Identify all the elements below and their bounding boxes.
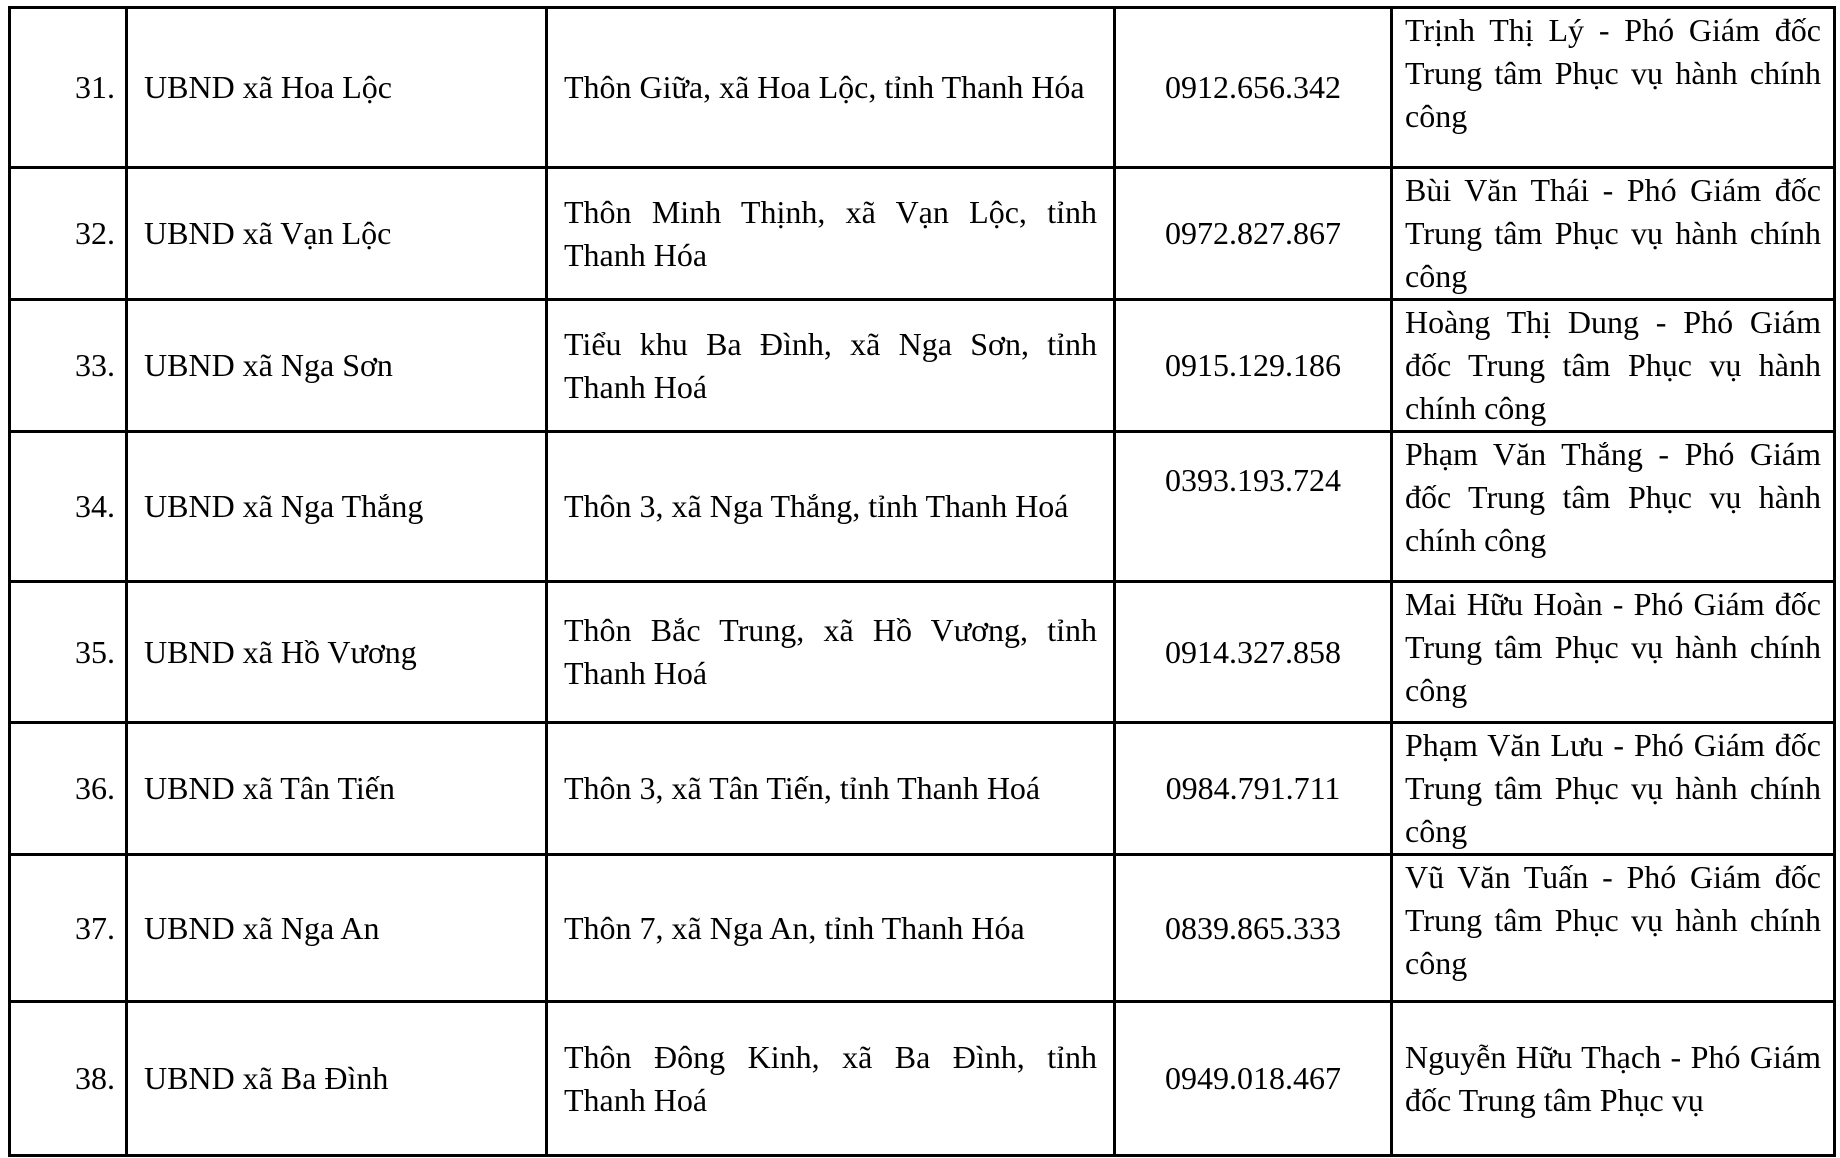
table-row bbox=[10, 1002, 1835, 1156]
phone-number: 0949.018.467 bbox=[1115, 1002, 1392, 1156]
address: Thôn 7, xã Nga An, tỉnh Thanh Hóa bbox=[547, 855, 1115, 1002]
contact-person: Mai Hữu Hoàn - Phó Giám đốc Trung tâm Phục vụ hành chính công bbox=[1392, 582, 1835, 723]
phone-number: 0972.827.867 bbox=[1115, 168, 1392, 300]
address: Thôn 3, xã Nga Thắng, tỉnh Thanh Hoá bbox=[547, 432, 1115, 582]
contact-person: Hoàng Thị Dung - Phó Giám đốc Trung tâm Phục vụ hành chính công bbox=[1392, 300, 1835, 432]
row-number: 35. bbox=[10, 582, 127, 723]
unit-name: UBND xã Vạn Lộc bbox=[127, 168, 547, 300]
row-number: 36. bbox=[10, 723, 127, 855]
address: Thôn Bắc Trung, xã Hồ Vương, tỉnh Thanh Hoá bbox=[547, 582, 1115, 723]
unit-name: UBND xã Hoa Lộc bbox=[127, 8, 547, 168]
unit-name: UBND xã Nga Sơn bbox=[127, 300, 547, 432]
contact-person: Phạm Văn Lưu - Phó Giám đốc Trung tâm Phục vụ hành chính công bbox=[1392, 723, 1835, 855]
contact-person: Bùi Văn Thái - Phó Giám đốc Trung tâm Phục vụ hành chính công bbox=[1392, 168, 1835, 300]
contact-person: Vũ Văn Tuấn - Phó Giám đốc Trung tâm Phục vụ hành chính công bbox=[1392, 855, 1835, 1002]
phone-number: 0839.865.333 bbox=[1115, 855, 1392, 1002]
table-row bbox=[10, 855, 1835, 1002]
contact-person: Trịnh Thị Lý - Phó Giám đốc Trung tâm Phục vụ hành chính công bbox=[1392, 8, 1835, 168]
row-number: 38. bbox=[10, 1002, 127, 1156]
table-row bbox=[10, 432, 1835, 582]
table-row bbox=[10, 300, 1835, 432]
address: Thôn Minh Thịnh, xã Vạn Lộc, tỉnh Thanh Hóa bbox=[547, 168, 1115, 300]
row-number: 31. bbox=[10, 8, 127, 168]
row-number: 32. bbox=[10, 168, 127, 300]
address: Thôn Giữa, xã Hoa Lộc, tỉnh Thanh Hóa bbox=[547, 8, 1115, 168]
table-row bbox=[10, 8, 1835, 168]
contact-person: Phạm Văn Thắng - Phó Giám đốc Trung tâm Phục vụ hành chính công bbox=[1392, 432, 1835, 582]
unit-name: UBND xã Nga Thắng bbox=[127, 432, 547, 582]
phone-number: 0914.327.858 bbox=[1115, 582, 1392, 723]
table-row bbox=[10, 168, 1835, 300]
address: Tiểu khu Ba Đình, xã Nga Sơn, tỉnh Thanh Hoá bbox=[547, 300, 1115, 432]
row-number: 33. bbox=[10, 300, 127, 432]
table-row bbox=[10, 582, 1835, 723]
address: Thôn 3, xã Tân Tiến, tỉnh Thanh Hoá bbox=[547, 723, 1115, 855]
phone-number: 0912.656.342 bbox=[1115, 8, 1392, 168]
row-number: 34. bbox=[10, 432, 127, 582]
unit-name: UBND xã Ba Đình bbox=[127, 1002, 547, 1156]
address: Thôn Đông Kinh, xã Ba Đình, tỉnh Thanh Hoá bbox=[547, 1002, 1115, 1156]
unit-name: UBND xã Nga An bbox=[127, 855, 547, 1002]
phone-number: 0915.129.186 bbox=[1115, 300, 1392, 432]
contact-directory-table bbox=[8, 6, 1836, 1157]
unit-name: UBND xã Hồ Vương bbox=[127, 582, 547, 723]
contact-person: Nguyễn Hữu Thạch - Phó Giám đốc Trung tâm Phục vụ bbox=[1392, 1002, 1835, 1156]
unit-name: UBND xã Tân Tiến bbox=[127, 723, 547, 855]
phone-number: 0393.193.724 bbox=[1115, 432, 1392, 582]
phone-number: 0984.791.711 bbox=[1115, 723, 1392, 855]
table-row bbox=[10, 723, 1835, 855]
row-number: 37. bbox=[10, 855, 127, 1002]
